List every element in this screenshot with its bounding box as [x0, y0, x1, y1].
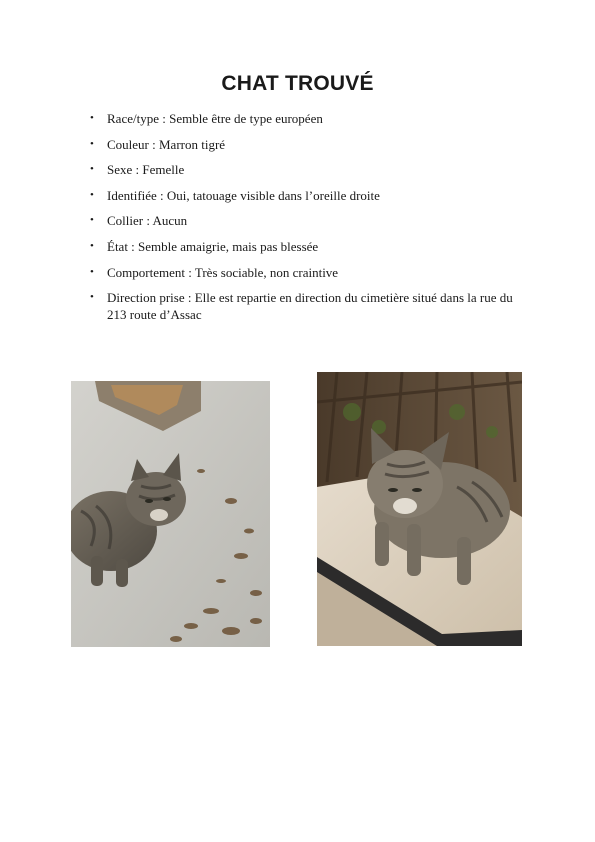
fact-text: Couleur : Marron tigré	[107, 136, 226, 152]
bullet-icon: •	[90, 112, 94, 124]
bullet-icon: •	[90, 291, 94, 304]
bullet-icon: •	[90, 137, 94, 150]
list-item	[90, 212, 530, 229]
bullet-icon: •	[90, 163, 94, 176]
list-item	[90, 187, 530, 204]
bullet-icon: •	[90, 188, 94, 201]
cat-photo-concrete	[71, 381, 270, 647]
list-item	[90, 289, 530, 323]
bullet-icon: •	[90, 239, 94, 252]
list-item	[90, 161, 530, 178]
cat-description-list	[90, 110, 530, 332]
list-item	[90, 264, 530, 281]
list-item	[90, 110, 530, 127]
list-item	[90, 238, 530, 255]
fact-text: Collier : Aucun	[107, 213, 188, 229]
list-item	[90, 136, 530, 153]
fact-text: Race/type : Semble être de type européen	[107, 111, 323, 126]
fact-text: Sexe : Femelle	[107, 162, 185, 178]
fact-text: Comportement : Très sociable, non craintive	[107, 264, 339, 280]
page-title: CHAT TROUVÉ	[221, 72, 374, 95]
fact-text: Direction prise : Elle est repartie en direction du cimetière situé dans la rue du 213 route d’Assac	[107, 290, 513, 323]
fact-text: État : Semble amaigrie, mais pas blessée	[107, 238, 319, 254]
bullet-icon: •	[90, 265, 94, 278]
cat-photo-concrete-image	[71, 381, 270, 647]
fact-text: Identifiée : Oui, tatouage visible dans l’oreille droite	[107, 187, 380, 203]
bullet-icon: •	[90, 214, 94, 227]
cat-photo-table	[317, 372, 522, 646]
cat-photo-table-image	[317, 372, 522, 646]
